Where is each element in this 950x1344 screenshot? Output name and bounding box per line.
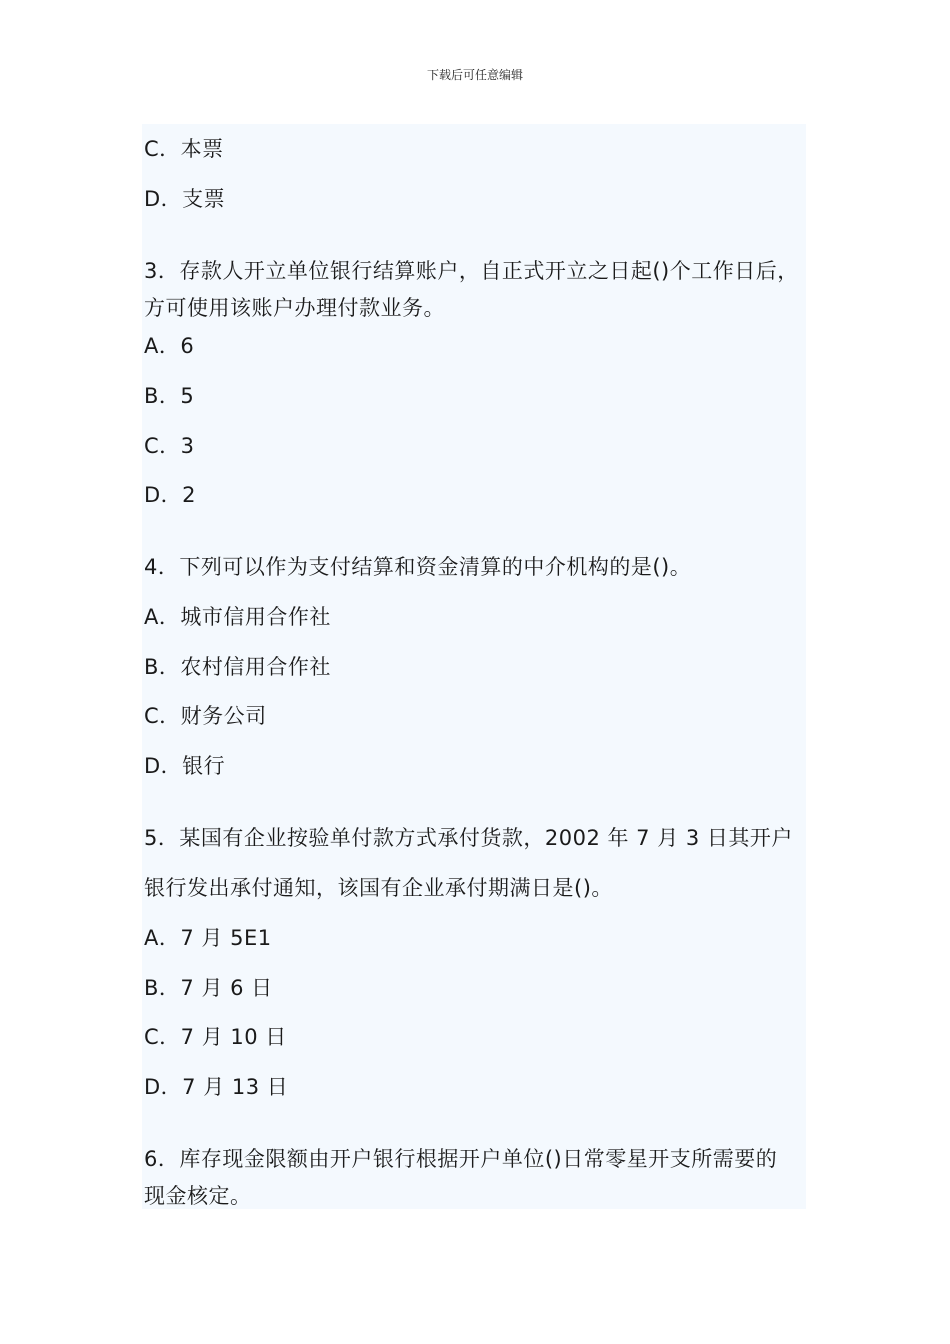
question-5-line-1: 5．某国有企业按验单付款方式承付货款，2002 年 7 月 3 日其开户 [144,826,793,850]
option-d-q3: D．2 [144,483,197,507]
question-4: 4．下列可以作为支付结算和资金清算的中介机构的是()。 [144,555,692,579]
option-b-q3: B．5 [144,384,195,408]
option-d-q4: D．银行 [144,754,226,778]
option-a-q5: A．7 月 5E1 [144,926,272,950]
option-c-q4: C．财务公司 [144,704,267,728]
option-d-q2: D．支票 [144,187,226,211]
option-b-q4: B．农村信用合作社 [144,655,331,679]
option-b-q5: B．7 月 6 日 [144,976,273,1000]
question-6-line-2: 现金核定。 [144,1184,252,1208]
option-a-q4: A．城市信用合作社 [144,605,331,629]
page-header: 下载后可任意编辑 [426,68,523,82]
option-c-q5: C．7 月 10 日 [144,1025,287,1049]
option-d-q5: D．7 月 13 日 [144,1075,289,1099]
option-c-q3: C．3 [144,434,195,458]
question-3-line-1: 3．存款人开立单位银行结算账户，自正式开立之日起()个工作日后， [144,259,799,283]
option-c-q2: C．本票 [144,137,224,161]
question-3-line-2: 方可使用该账户办理付款业务。 [144,296,445,320]
question-5-line-2: 银行发出承付通知，该国有企业承付期满日是()。 [144,876,613,900]
question-6-line-1: 6．库存现金限额由开户银行根据开户单位()日常零星开支所需要的 [144,1147,778,1171]
option-a-q3: A．6 [144,334,195,358]
